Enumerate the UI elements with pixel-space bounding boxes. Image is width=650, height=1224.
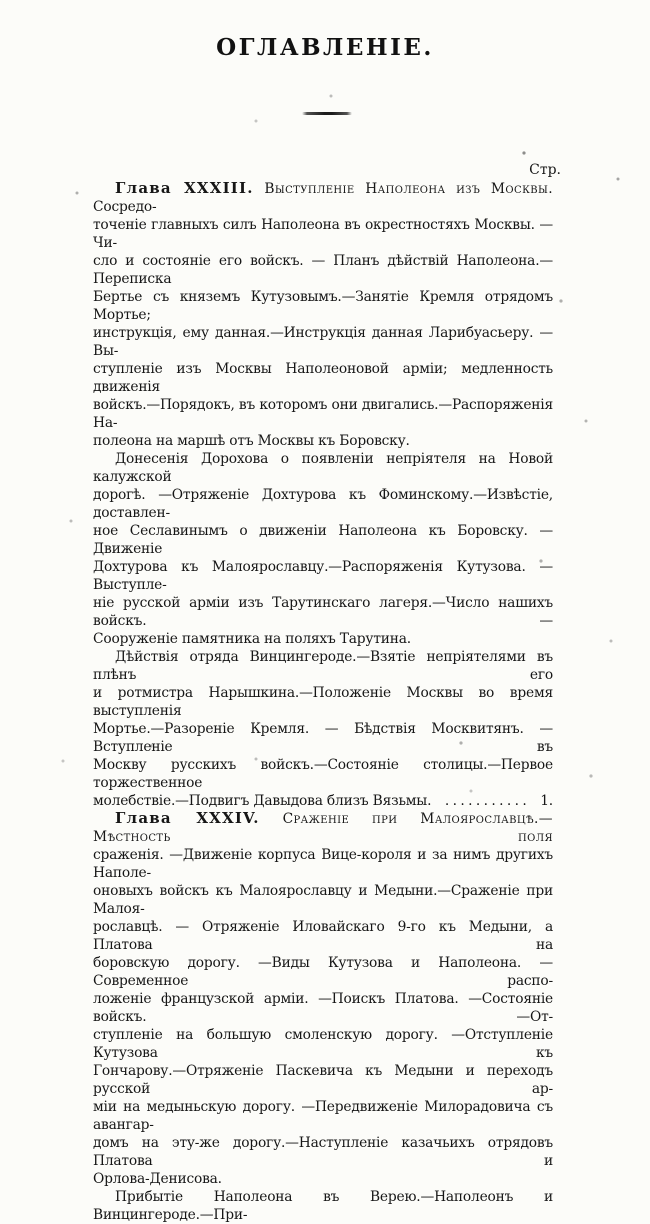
title-divider-ornament [302,112,352,115]
toc-line [93,486,553,522]
toc-text: ніе русской арміи изъ Тарутинскаго лагеря.—Число нашихъ войскъ. — [93,595,553,629]
toc-text: Гончарову.—Отряженіе Паскевича къ Медыни и переходъ русской ар- [93,1063,553,1097]
toc-line [93,396,553,432]
toc-line [93,180,553,216]
toc-text: Донесенія Дорохова о появленіи непріятеля на Новой калужской [93,451,553,485]
toc-line [93,1098,553,1134]
leader-dot: . [444,793,450,809]
toc-text: Прибытіе Наполеона въ Верею.—Наполеонъ и Винцингероде.—При- [93,1189,553,1223]
toc-line [93,792,553,810]
toc-text: міи на медыньскую дорогу. —Передвиженіе Милорадовича съ авангар- [93,1099,553,1133]
toc-line [93,324,553,360]
toc-line [93,846,553,882]
toc-text: Дѣйствія отряда Винцингероде.—Взятіе непріятелями въ плѣнъ его [93,649,553,683]
toc-text: Бертье съ княземъ Кутузовымъ.—Занятіе Кремля отрядомъ Мортье; [93,289,553,323]
toc-line [93,990,553,1026]
toc-text: дорогѣ. —Отряженіе Дохтурова къ Фоминскому.—Извѣстіе, доставлен- [93,487,553,521]
toc-text: Сосредо- [93,199,157,215]
toc-text: точеніе главныхъ силъ Наполеона въ окрестностяхъ Москвы. — Чи- [93,217,553,251]
chapter-label: Глава XXXIII. [115,179,254,197]
toc-text: Орлова-Денисова. [93,1171,222,1187]
page-number: 1. [540,793,553,809]
toc-text: сло и состояніе его войскъ. — Планъ дѣйствій Наполеона.—Переписка [93,253,553,287]
leader-dot: . [468,793,473,809]
toc-text: Москву русскихъ войскъ.—Состояніе столицы.—Первое торжественное [93,757,553,791]
toc-line [93,720,553,756]
toc-line [93,1170,553,1188]
page-title: ОГЛАВЛЕНІЕ. [216,34,434,61]
toc-text: войскъ.—Порядокъ, въ которомъ они двигались.—Распоряженія На- [93,397,553,431]
leader-dot: . [475,793,481,809]
dot-leader [431,792,538,810]
toc-text: Сраженіе при Малоярославцѣ.—Мѣстность поля [93,811,553,845]
leader-dot: . [499,793,504,809]
toc-text: Дохтурова къ Малоярославцу.—Распоряженія Кутузова. — Выступле- [93,559,553,593]
toc-line [93,360,553,396]
toc-line [93,558,553,594]
toc-text: Сооруженіе памятника на поляхъ Тарутина. [93,631,411,647]
toc-text: боровскую дорогу. —Виды Кутузова и Наполеона. —Современное распо- [93,955,553,989]
toc-text: полеона на маршѣ отъ Москвы къ Боровску. [93,433,410,449]
toc-text: оновыхъ войскъ къ Малоярославцу и Медыни.—Сраженіе при Малоя- [93,883,553,917]
toc-line [93,1026,553,1062]
toc-text: Выступленіе Наполеона изъ Москвы. [253,181,553,197]
toc-line [93,432,553,450]
toc-line [93,630,553,648]
toc-line [93,288,553,324]
toc-line [93,648,553,684]
leader-dot: . [460,793,465,809]
toc-line [93,1134,553,1170]
toc-text: ступленіе изъ Москвы Наполеоновой арміи; медленность движенія [93,361,553,395]
toc-line [93,756,553,792]
leader-dot: . [514,793,519,809]
toc-line [93,918,553,954]
toc-text: Мортье.—Разореніе Кремля. — Бѣдствія Москвитянъ. — Вступленіе въ [93,721,553,755]
toc-line [93,252,553,288]
toc-line [93,954,553,990]
toc-text: ложеніе французской арміи. —Поискъ Платова. —Состояніе войскъ. —От- [93,991,553,1025]
toc-text: ступленіе на большую смоленскую дорогу. —Отступленіе Кутузова къ [93,1027,553,1061]
toc-line [93,810,553,846]
toc-line [93,684,553,720]
page-column-header: Стр. [529,162,561,178]
toc-text: домъ на эту-же дорогу.—Наступленіе казачьихъ отрядовъ Платова и [93,1135,553,1169]
toc-text: молебствіе.—Подвигъ Давыдова близъ Вязьмы. [93,793,432,809]
toc-text: ное Сеславинымъ о движеніи Наполеона къ Боровску. — Движеніе [93,523,553,557]
toc-lines [93,180,553,1224]
scan-noise-specks [0,0,2,2]
toc-line [93,216,553,252]
toc-text: сраженія. —Движеніе корпуса Вице-короля и за нимъ другихъ Наполе- [93,847,553,881]
chapter-label: Глава XXXIV. [115,809,260,827]
leader-dot: . [452,793,457,809]
leader-dot: . [483,793,488,809]
toc-line [93,594,553,630]
toc-line [93,1188,553,1224]
toc-line [93,1062,553,1098]
toc-line [93,450,553,486]
toc-line [93,882,553,918]
leader-dot: . [491,793,496,809]
toc-text: и ротмистра Нарышкина.—Положеніе Москвы во время выступленія [93,685,553,719]
toc-line [93,522,553,558]
leader-dot: . [506,793,512,809]
toc-text: инструкція, ему данная.—Инструкція данная Ларибуасьеру. — Вы- [93,325,553,359]
leader-dot: . [522,793,527,809]
toc-text: рославцѣ. — Отряженіе Иловайскаго 9-го къ Медыни, а Платова на [93,919,553,953]
